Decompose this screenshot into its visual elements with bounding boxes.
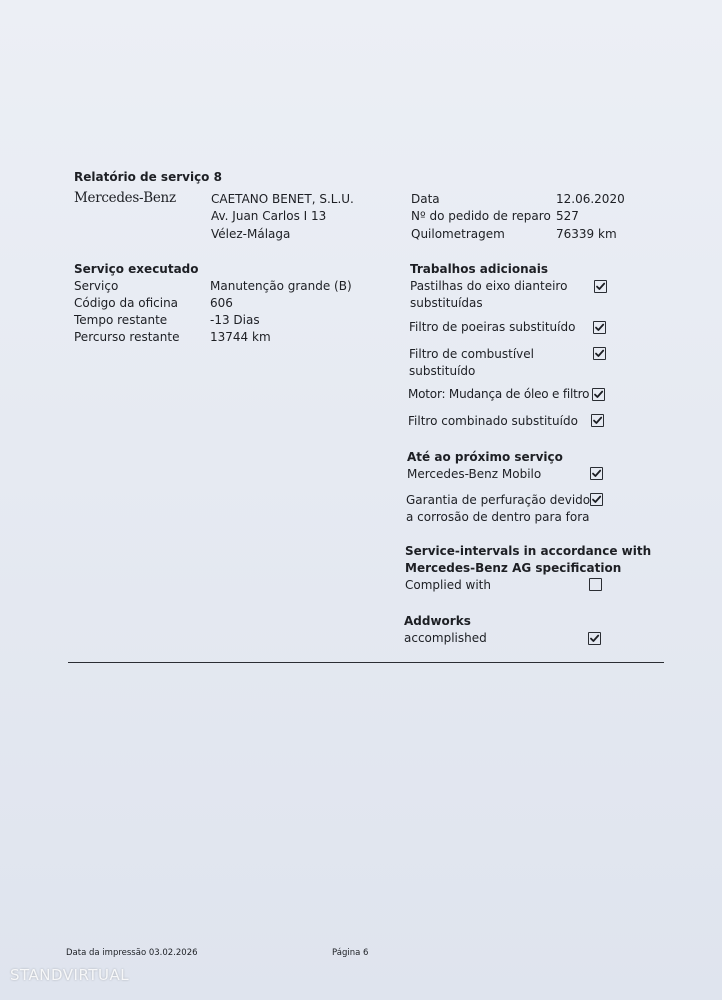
workshop-code-label: Código da oficina: [74, 296, 179, 310]
standvirtual-watermark: STANDVIRTUAL: [10, 966, 130, 984]
service-label: Serviço: [74, 279, 119, 293]
mileage-label: Quilometragem: [411, 227, 505, 241]
remaining-time-label: Tempo restante: [74, 313, 168, 327]
order-label: Nº do pedido de reparo: [411, 209, 551, 223]
next-service-item-label: Garantia de perfuração devido: [406, 493, 591, 507]
service-value: Manutenção grande (B): [210, 279, 352, 293]
checkbox-dust-filter[interactable]: [593, 321, 606, 334]
intervals-heading-line2: Mercedes-Benz AG specification: [405, 561, 622, 575]
remaining-distance-label: Percurso restante: [74, 330, 180, 344]
service-heading: Serviço executado: [74, 262, 199, 276]
remaining-time-value: -13 Dias: [210, 313, 260, 327]
additional-item-label: Filtro de poeiras substituído: [409, 320, 576, 334]
order-value: 527: [556, 209, 579, 223]
addworks-heading: Addworks: [404, 614, 471, 628]
checkbox-front-brake-pads[interactable]: [594, 280, 607, 293]
workshop-code-value: 606: [210, 296, 233, 310]
additional-item-label: substituído: [409, 364, 476, 378]
intervals-item-label: Complied with: [405, 578, 491, 592]
divider-line: [68, 662, 664, 663]
check-mark-icon: [594, 348, 605, 359]
check-mark-icon: [593, 389, 604, 400]
check-mark-icon: [594, 322, 605, 333]
checkbox-fuel-filter[interactable]: [593, 347, 606, 360]
date-label: Data: [411, 192, 440, 206]
additional-item-label: substituídas: [410, 296, 483, 310]
dealer-name: CAETANO BENET, S.L.U.: [211, 192, 354, 206]
brand-name: Mercedes-Benz: [74, 190, 176, 206]
addworks-item-label: accomplished: [404, 631, 487, 645]
checkbox-mobilo[interactable]: [590, 467, 603, 480]
check-mark-icon: [589, 633, 600, 644]
checkbox-combined-filter[interactable]: [591, 414, 604, 427]
check-mark-icon: [592, 415, 603, 426]
checkbox-oil-change[interactable]: [592, 388, 605, 401]
checkbox-complied-with[interactable]: [589, 578, 602, 591]
mileage-value: 76339 km: [556, 227, 617, 241]
date-value: 12.06.2020: [556, 192, 625, 206]
remaining-distance-value: 13744 km: [210, 330, 271, 344]
check-mark-icon: [591, 494, 602, 505]
additional-item-label: Filtro de combustível: [409, 347, 535, 361]
dealer-city: Vélez-Málaga: [211, 227, 291, 241]
additional-heading: Trabalhos adicionais: [410, 262, 548, 276]
print-date: Data da impressão 03.02.2026: [66, 948, 198, 958]
checkbox-corrosion-warranty[interactable]: [590, 493, 603, 506]
next-service-item-label: Mercedes-Benz Mobilo: [407, 467, 542, 481]
check-mark-icon: [591, 468, 602, 479]
dealer-address: Av. Juan Carlos I 13: [211, 209, 327, 223]
next-service-heading: Até ao próximo serviço: [407, 450, 563, 464]
checkbox-accomplished[interactable]: [588, 632, 601, 645]
report-title: Relatório de serviço 8: [74, 170, 222, 184]
page-number: Página 6: [332, 948, 369, 958]
additional-item-label: Filtro combinado substituído: [408, 414, 578, 428]
intervals-heading: Service-intervals in accordance with: [405, 544, 652, 558]
check-mark-icon: [595, 281, 606, 292]
additional-item-label: Motor: Mudança de óleo e filtro: [408, 387, 590, 401]
next-service-item-label: a corrosão de dentro para fora: [406, 510, 590, 524]
additional-item-label: Pastilhas do eixo dianteiro: [410, 279, 568, 293]
